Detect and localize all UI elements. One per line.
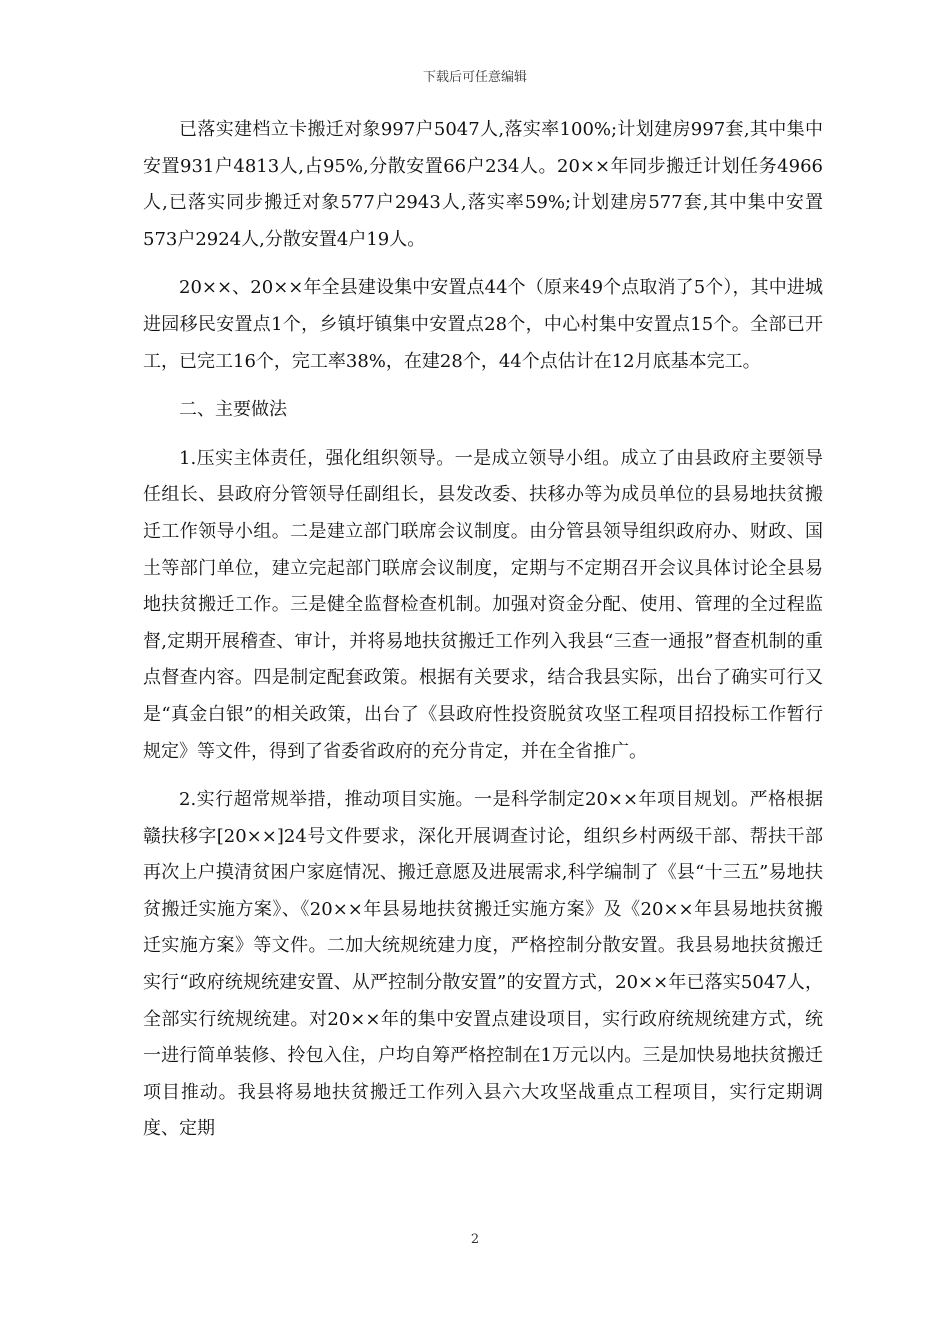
page-header: 下载后可任意编辑 xyxy=(422,70,527,85)
paragraph-resettlement-sites: 20××、20××年全县建设集中安置点44个（原来49个点取消了5个），其中进城进园移民安置点1个，乡镇圩镇集中安置点28个，中心村集中安置点15个。全部已开工，已完工16个，完工率38%，在建28个，44个点估计在12月底基本完工。 xyxy=(143,277,823,372)
paragraph-responsibility: 1.压实主体责任，强化组织领导。一是成立领导小组。成立了由县政府主要领导任组长、县政府分管领导任副组长，县发改委、扶移办等为成员单位的县易地扶贫搬迁工作领导小组。二是建立部门联席会议制度。由分管县领导组织政府办、财政、国土等部门单位，建立完起部门联席会议制度，定期与不定期召开会议具体讨论全县易地扶贫搬迁工作。三是健全监督检查机制。加强对资金分配、使用、管理的全过程监督,定期开展稽查、审计，并将易地扶贫搬迁工作列入我县“三查一通报”督查机制的重点督查内容。四是制定配套政策。根据有关要求，结合我县实际，出台了确实可行又是“真金白银”的相关政策，出台了《县政府性投资脱贫攻坚工程项目招投标工作暂行规定》等文件，得到了省委省政府的充分肯定，并在全省推广。 xyxy=(143,447,823,762)
document-body xyxy=(143,112,823,1160)
paragraph-project-implementation: 2.实行超常规举措，推动项目实施。一是科学制定20××年项目规划。严格根据赣扶移字[20××]24号文件要求，深化开展调查讨论，组织乡村两级干部、帮扶干部再次上户摸清贫困户家庭情况、搬迁意愿及进展需求,科学编制了《县“十三五”易地扶贫搬迁实施方案》、《20××年县易地扶贫搬迁实施方案》及《20××年县易地扶贫搬迁实施方案》等文件。二加大统规统建力度，严格控制分散安置。我县易地扶贫搬迁实行“政府统规统建安置、从严控制分散安置”的安置方式，20××年已落实5047人，全部实行统规统建。对20××年的集中安置点建设项目，实行政府统规统建方式，统一进行简单装修、拎包入住，户均自筹严格控制在1万元以内。三是加快易地扶贫搬迁项目推动。我县将易地扶贫搬迁工作列入县六大攻坚战重点工程项目，实行定期调度、定期 xyxy=(143,789,823,1140)
section-heading-main-practices: 二、主要做法 xyxy=(179,399,287,421)
page-number: 2 xyxy=(470,1232,480,1247)
paragraph-relocation-stats: 已落实建档立卡搬迁对象997户5047人,落实率100%;计划建房997套,其中集中安置931户4813人,占95%,分散安置66户234人。20××年同步搬迁计划任务4966人,已落实同步搬迁对象577户2943人,落实率59%;计划建房577套,其中集中安置573户2924人,分散安置4户19人。 xyxy=(143,119,823,250)
